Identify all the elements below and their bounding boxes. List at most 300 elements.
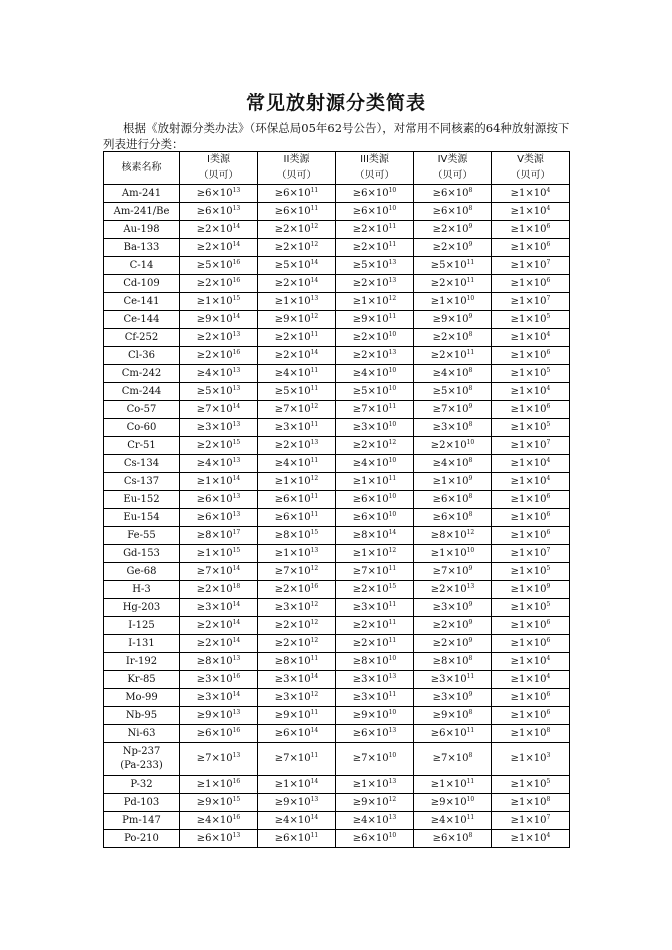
- threshold-mantissa: ≥9×10: [196, 796, 233, 808]
- threshold-exponent: 11: [388, 474, 397, 482]
- threshold-exponent: 10: [388, 330, 397, 338]
- activity-threshold-class-2: [258, 812, 336, 830]
- activity-threshold-class-5: [492, 275, 570, 293]
- threshold-exponent: 8: [468, 510, 473, 518]
- activity-threshold-class-3: [336, 473, 414, 491]
- threshold-mantissa: ≥2×10: [274, 277, 311, 289]
- threshold-mantissa: ≥4×10: [352, 814, 389, 826]
- nuclide-name-cell: [104, 347, 180, 365]
- nuclide-name-cell: [104, 707, 180, 725]
- table-row: [104, 257, 570, 275]
- threshold-mantissa: ≥6×10: [352, 832, 389, 844]
- threshold-exponent: 4: [546, 204, 551, 212]
- activity-threshold-class-2: [258, 185, 336, 203]
- threshold-exponent: 11: [310, 204, 319, 212]
- threshold-exponent: 3: [546, 752, 551, 759]
- table-row: [104, 455, 570, 473]
- threshold-mantissa: ≥6×10: [352, 187, 389, 199]
- unit-header-4: （贝可）: [414, 168, 492, 185]
- threshold-mantissa: ≥1×10: [510, 709, 547, 721]
- threshold-exponent: 6: [546, 402, 551, 410]
- table-body: [104, 185, 570, 848]
- threshold-exponent: 13: [232, 384, 241, 392]
- table-row: [104, 185, 570, 203]
- threshold-mantissa: ≥7×10: [274, 753, 311, 764]
- threshold-mantissa: ≥2×10: [196, 637, 233, 649]
- threshold-exponent: 9: [468, 402, 473, 410]
- threshold-mantissa: ≥2×10: [196, 331, 233, 343]
- nuclide-name-cell: [104, 365, 180, 383]
- nuclide-name-secondary: (Pa-233): [120, 760, 163, 771]
- threshold-exponent: 11: [466, 276, 475, 284]
- nuclide-name-cell: [104, 491, 180, 509]
- activity-threshold-class-4: [414, 257, 492, 275]
- activity-threshold-class-5: [492, 473, 570, 491]
- threshold-exponent: 10: [466, 795, 475, 803]
- activity-threshold-class-1: [180, 419, 258, 437]
- activity-threshold-class-3: [336, 221, 414, 239]
- activity-threshold-class-1: [180, 794, 258, 812]
- threshold-exponent: 7: [546, 258, 551, 266]
- threshold-mantissa: ≥4×10: [430, 814, 467, 826]
- table-row: [104, 635, 570, 653]
- threshold-mantissa: ≥2×10: [196, 277, 233, 289]
- activity-threshold-class-3: [336, 275, 414, 293]
- threshold-exponent: 16: [232, 258, 241, 266]
- threshold-mantissa: ≥9×10: [274, 313, 311, 325]
- nuclide-name: Ce-144: [123, 313, 160, 325]
- nuclide-header: 核素名称: [104, 152, 180, 185]
- table-row: [104, 617, 570, 635]
- activity-threshold-class-4: [414, 491, 492, 509]
- threshold-exponent: 10: [388, 204, 397, 212]
- nuclide-name: Au-198: [123, 223, 160, 235]
- threshold-mantissa: ≥1×10: [510, 421, 547, 433]
- threshold-exponent: 13: [232, 456, 241, 464]
- threshold-exponent: 14: [232, 618, 241, 626]
- threshold-exponent: 11: [388, 222, 397, 230]
- threshold-mantissa: ≥6×10: [352, 727, 389, 739]
- threshold-exponent: 13: [232, 186, 241, 194]
- threshold-mantissa: ≥3×10: [432, 691, 469, 703]
- threshold-exponent: 12: [388, 294, 397, 302]
- threshold-exponent: 9: [468, 600, 473, 608]
- threshold-mantissa: ≥4×10: [274, 457, 311, 469]
- table-row: [104, 671, 570, 689]
- threshold-exponent: 12: [310, 312, 319, 320]
- activity-threshold-class-2: [258, 365, 336, 383]
- nuclide-name-cell: [104, 293, 180, 311]
- threshold-mantissa: ≥9×10: [352, 709, 389, 721]
- activity-threshold-class-1: [180, 239, 258, 257]
- threshold-exponent: 12: [310, 600, 319, 608]
- threshold-exponent: 11: [388, 690, 397, 698]
- unit-header-2: （贝可）: [258, 168, 336, 185]
- table-row: [104, 239, 570, 257]
- threshold-exponent: 13: [310, 438, 319, 446]
- unit-header-1: （贝可）: [180, 168, 258, 185]
- threshold-exponent: 17: [232, 528, 241, 536]
- threshold-exponent: 11: [388, 564, 397, 572]
- table-row: [104, 275, 570, 293]
- threshold-exponent: 16: [232, 777, 241, 785]
- intro-paragraph: 根据《放射源分类办法》（环保总局05年62号公告），对常用不同核素的64种放射源按下列表进行分类：: [103, 121, 570, 151]
- threshold-exponent: 8: [468, 186, 473, 194]
- threshold-exponent: 6: [546, 618, 551, 626]
- table-row: [104, 419, 570, 437]
- nuclide-name: Fe-55: [127, 529, 156, 541]
- activity-threshold-class-1: [180, 437, 258, 455]
- activity-threshold-class-1: [180, 311, 258, 329]
- table-row: [104, 383, 570, 401]
- threshold-mantissa: ≥7×10: [432, 403, 469, 415]
- threshold-exponent: 13: [232, 708, 241, 716]
- nuclide-name-cell: [104, 689, 180, 707]
- nuclide-name: Cd-109: [123, 277, 160, 289]
- table-row: [104, 563, 570, 581]
- threshold-mantissa: ≥1×10: [510, 529, 547, 541]
- nuclide-name-cell: [104, 509, 180, 527]
- threshold-mantissa: ≥8×10: [430, 529, 467, 541]
- threshold-mantissa: ≥3×10: [432, 421, 469, 433]
- activity-threshold-class-4: [414, 365, 492, 383]
- nuclide-name: Cf-252: [124, 331, 159, 343]
- threshold-exponent: 13: [310, 546, 319, 554]
- table-row: [104, 437, 570, 455]
- threshold-exponent: 10: [388, 384, 397, 392]
- threshold-mantissa: ≥2×10: [196, 583, 233, 595]
- threshold-exponent: 4: [546, 654, 551, 662]
- threshold-mantissa: ≥2×10: [274, 331, 311, 343]
- activity-threshold-class-3: [336, 383, 414, 401]
- table-row: [104, 527, 570, 545]
- threshold-mantissa: ≥4×10: [352, 367, 389, 379]
- threshold-exponent: 8: [468, 366, 473, 374]
- threshold-exponent: 12: [310, 618, 319, 626]
- threshold-exponent: 11: [466, 672, 475, 680]
- nuclide-name-cell: [104, 401, 180, 419]
- threshold-mantissa: ≥2×10: [196, 223, 233, 235]
- class-header-4: IV类源: [414, 152, 492, 169]
- threshold-mantissa: ≥1×10: [510, 241, 547, 253]
- threshold-mantissa: ≥4×10: [352, 457, 389, 469]
- threshold-mantissa: ≥1×10: [510, 583, 547, 595]
- activity-threshold-class-4: [414, 185, 492, 203]
- activity-threshold-class-1: [180, 545, 258, 563]
- threshold-exponent: 10: [388, 420, 397, 428]
- threshold-mantissa: ≥2×10: [352, 277, 389, 289]
- threshold-mantissa: ≥3×10: [196, 673, 233, 685]
- threshold-exponent: 10: [388, 708, 397, 716]
- threshold-exponent: 12: [388, 546, 397, 554]
- threshold-exponent: 14: [310, 672, 319, 680]
- table-row: [104, 689, 570, 707]
- threshold-exponent: 13: [388, 726, 397, 734]
- threshold-mantissa: ≥1×10: [510, 547, 547, 559]
- nuclide-name-cell: [104, 437, 180, 455]
- threshold-exponent: 14: [232, 402, 241, 410]
- threshold-mantissa: ≥7×10: [352, 565, 389, 577]
- activity-threshold-class-5: [492, 776, 570, 794]
- threshold-mantissa: ≥1×10: [510, 493, 547, 505]
- threshold-mantissa: ≥2×10: [274, 223, 311, 235]
- nuclide-name: C-14: [129, 259, 154, 271]
- activity-threshold-class-3: [336, 311, 414, 329]
- threshold-mantissa: ≥1×10: [510, 655, 547, 667]
- threshold-exponent: 4: [546, 474, 551, 482]
- activity-threshold-class-5: [492, 185, 570, 203]
- threshold-exponent: 11: [466, 258, 475, 266]
- activity-threshold-class-4: [414, 221, 492, 239]
- threshold-exponent: 4: [546, 186, 551, 194]
- threshold-mantissa: ≥1×10: [510, 457, 547, 469]
- table-row: [104, 473, 570, 491]
- threshold-exponent: 6: [546, 636, 551, 644]
- threshold-exponent: 9: [468, 636, 473, 644]
- nuclide-name: Gd-153: [123, 547, 160, 559]
- threshold-exponent: 5: [546, 366, 551, 374]
- threshold-mantissa: ≥2×10: [274, 637, 311, 649]
- threshold-mantissa: ≥2×10: [432, 241, 469, 253]
- threshold-exponent: 4: [546, 330, 551, 338]
- activity-threshold-class-5: [492, 599, 570, 617]
- threshold-mantissa: ≥1×10: [432, 475, 469, 487]
- threshold-mantissa: ≥6×10: [432, 187, 469, 199]
- threshold-exponent: 7: [546, 813, 551, 821]
- threshold-mantissa: ≥1×10: [352, 547, 389, 559]
- activity-threshold-class-3: [336, 419, 414, 437]
- nuclide-name-cell: [104, 671, 180, 689]
- threshold-exponent: 12: [310, 240, 319, 248]
- threshold-mantissa: ≥3×10: [432, 601, 469, 613]
- threshold-mantissa: ≥6×10: [430, 727, 467, 739]
- threshold-mantissa: ≥3×10: [352, 601, 389, 613]
- unit-header-3: （贝可）: [336, 168, 414, 185]
- activity-threshold-class-5: [492, 437, 570, 455]
- table-row: [104, 581, 570, 599]
- threshold-exponent: 8: [468, 492, 473, 500]
- threshold-mantissa: ≥1×10: [352, 778, 389, 790]
- threshold-mantissa: ≥7×10: [352, 753, 389, 764]
- threshold-exponent: 16: [232, 672, 241, 680]
- nuclide-name: Kr-85: [127, 673, 156, 685]
- threshold-mantissa: ≥6×10: [274, 205, 311, 217]
- threshold-mantissa: ≥1×10: [510, 796, 547, 808]
- threshold-exponent: 11: [310, 510, 319, 518]
- activity-threshold-class-5: [492, 239, 570, 257]
- table-row: [104, 293, 570, 311]
- threshold-exponent: 11: [310, 492, 319, 500]
- threshold-exponent: 6: [546, 492, 551, 500]
- activity-threshold-class-3: [336, 437, 414, 455]
- table-row: [104, 830, 570, 848]
- threshold-exponent: 11: [310, 831, 319, 839]
- activity-threshold-class-4: [414, 401, 492, 419]
- threshold-mantissa: ≥6×10: [196, 727, 233, 739]
- nuclide-name: Cm-242: [121, 367, 162, 379]
- threshold-exponent: 5: [546, 600, 551, 608]
- table-row: [104, 725, 570, 743]
- threshold-mantissa: ≥7×10: [274, 565, 311, 577]
- threshold-mantissa: ≥3×10: [352, 421, 389, 433]
- threshold-mantissa: ≥9×10: [430, 796, 467, 808]
- activity-threshold-class-2: [258, 347, 336, 365]
- threshold-exponent: 11: [388, 600, 397, 608]
- nuclide-name: Np-237: [122, 746, 161, 757]
- threshold-exponent: 10: [388, 366, 397, 374]
- threshold-exponent: 6: [546, 528, 551, 536]
- threshold-mantissa: ≥2×10: [352, 331, 389, 343]
- activity-threshold-class-2: [258, 383, 336, 401]
- threshold-mantissa: ≥6×10: [196, 832, 233, 844]
- table-row: [104, 776, 570, 794]
- threshold-mantissa: ≥1×10: [510, 814, 547, 826]
- threshold-mantissa: ≥2×10: [196, 439, 233, 451]
- nuclide-name-cell: [104, 203, 180, 221]
- threshold-mantissa: ≥1×10: [510, 295, 547, 307]
- threshold-mantissa: ≥1×10: [274, 778, 311, 790]
- activity-threshold-class-5: [492, 743, 570, 776]
- activity-threshold-class-4: [414, 545, 492, 563]
- threshold-exponent: 10: [388, 831, 397, 839]
- nuclide-name: P-32: [130, 778, 153, 790]
- nuclide-name-cell: [104, 794, 180, 812]
- threshold-mantissa: ≥1×10: [196, 547, 233, 559]
- activity-threshold-class-5: [492, 527, 570, 545]
- threshold-mantissa: ≥8×10: [196, 655, 233, 667]
- activity-threshold-class-2: [258, 257, 336, 275]
- threshold-exponent: 9: [468, 618, 473, 626]
- activity-threshold-class-5: [492, 794, 570, 812]
- threshold-exponent: 11: [310, 384, 319, 392]
- table-row: [104, 545, 570, 563]
- threshold-mantissa: ≥8×10: [352, 655, 389, 667]
- nuclide-name-cell: [104, 635, 180, 653]
- threshold-exponent: 12: [310, 636, 319, 644]
- threshold-exponent: 13: [388, 813, 397, 821]
- threshold-exponent: 5: [546, 564, 551, 572]
- threshold-mantissa: ≥1×10: [274, 295, 311, 307]
- threshold-exponent: 13: [388, 276, 397, 284]
- activity-threshold-class-5: [492, 830, 570, 848]
- threshold-mantissa: ≥4×10: [196, 457, 233, 469]
- activity-threshold-class-5: [492, 401, 570, 419]
- threshold-exponent: 14: [232, 636, 241, 644]
- threshold-mantissa: ≥7×10: [432, 753, 469, 764]
- threshold-mantissa: ≥6×10: [352, 511, 389, 523]
- activity-threshold-class-1: [180, 599, 258, 617]
- activity-threshold-class-3: [336, 401, 414, 419]
- threshold-mantissa: ≥2×10: [274, 349, 311, 361]
- nuclide-name-cell: [104, 239, 180, 257]
- threshold-mantissa: ≥1×10: [430, 778, 467, 790]
- activity-threshold-class-2: [258, 689, 336, 707]
- threshold-exponent: 10: [466, 438, 475, 446]
- threshold-mantissa: ≥6×10: [274, 727, 311, 739]
- threshold-mantissa: ≥3×10: [196, 421, 233, 433]
- threshold-exponent: 13: [232, 654, 241, 662]
- threshold-exponent: 11: [310, 752, 319, 759]
- activity-threshold-class-1: [180, 401, 258, 419]
- threshold-mantissa: ≥6×10: [352, 493, 389, 505]
- activity-threshold-class-2: [258, 509, 336, 527]
- activity-threshold-class-3: [336, 671, 414, 689]
- threshold-mantissa: ≥1×10: [510, 673, 547, 685]
- threshold-exponent: 13: [232, 204, 241, 212]
- threshold-mantissa: ≥1×10: [510, 691, 547, 703]
- activity-threshold-class-4: [414, 383, 492, 401]
- threshold-exponent: 13: [232, 831, 241, 839]
- activity-threshold-class-4: [414, 437, 492, 455]
- threshold-mantissa: ≥1×10: [510, 619, 547, 631]
- threshold-exponent: 4: [546, 831, 551, 839]
- activity-threshold-class-1: [180, 527, 258, 545]
- table-row: [104, 221, 570, 239]
- threshold-exponent: 9: [468, 690, 473, 698]
- threshold-mantissa: ≥5×10: [352, 259, 389, 271]
- nuclide-name-cell: [104, 311, 180, 329]
- threshold-mantissa: ≥8×10: [274, 529, 311, 541]
- activity-threshold-class-3: [336, 257, 414, 275]
- table-row: [104, 653, 570, 671]
- nuclide-name-cell: [104, 776, 180, 794]
- threshold-mantissa: ≥1×10: [510, 277, 547, 289]
- threshold-exponent: 14: [310, 777, 319, 785]
- activity-threshold-class-4: [414, 419, 492, 437]
- activity-threshold-class-3: [336, 239, 414, 257]
- nuclide-name-cell: [104, 653, 180, 671]
- activity-threshold-class-2: [258, 725, 336, 743]
- nuclide-name: Cs-137: [123, 475, 160, 487]
- threshold-mantissa: ≥1×10: [274, 547, 311, 559]
- activity-threshold-class-2: [258, 599, 336, 617]
- threshold-mantissa: ≥3×10: [196, 601, 233, 613]
- nuclide-name-cell: [104, 275, 180, 293]
- activity-threshold-class-1: [180, 830, 258, 848]
- activity-threshold-class-4: [414, 635, 492, 653]
- threshold-exponent: 11: [466, 348, 475, 356]
- source-classification-table: [103, 151, 570, 848]
- threshold-exponent: 9: [468, 312, 473, 320]
- activity-threshold-class-1: [180, 491, 258, 509]
- nuclide-name: Po-210: [124, 832, 159, 844]
- threshold-exponent: 15: [310, 528, 319, 536]
- threshold-mantissa: ≥1×10: [510, 439, 547, 451]
- threshold-exponent: 13: [232, 366, 241, 374]
- threshold-mantissa: ≥2×10: [432, 637, 469, 649]
- activity-threshold-class-2: [258, 563, 336, 581]
- threshold-mantissa: ≥2×10: [430, 439, 467, 451]
- activity-threshold-class-1: [180, 473, 258, 491]
- threshold-exponent: 11: [310, 654, 319, 662]
- nuclide-name-cell: [104, 257, 180, 275]
- activity-threshold-class-2: [258, 293, 336, 311]
- threshold-mantissa: ≥2×10: [196, 619, 233, 631]
- activity-threshold-class-4: [414, 581, 492, 599]
- threshold-mantissa: ≥1×10: [510, 367, 547, 379]
- threshold-mantissa: ≥1×10: [430, 547, 467, 559]
- threshold-mantissa: ≥5×10: [352, 385, 389, 397]
- threshold-mantissa: ≥5×10: [274, 385, 311, 397]
- threshold-mantissa: ≥6×10: [196, 493, 233, 505]
- nuclide-name-cell: [104, 830, 180, 848]
- table-row: [104, 401, 570, 419]
- threshold-mantissa: ≥6×10: [196, 511, 233, 523]
- threshold-mantissa: ≥3×10: [196, 691, 233, 703]
- threshold-exponent: 8: [546, 795, 551, 803]
- threshold-exponent: 13: [232, 420, 241, 428]
- threshold-exponent: 10: [388, 186, 397, 194]
